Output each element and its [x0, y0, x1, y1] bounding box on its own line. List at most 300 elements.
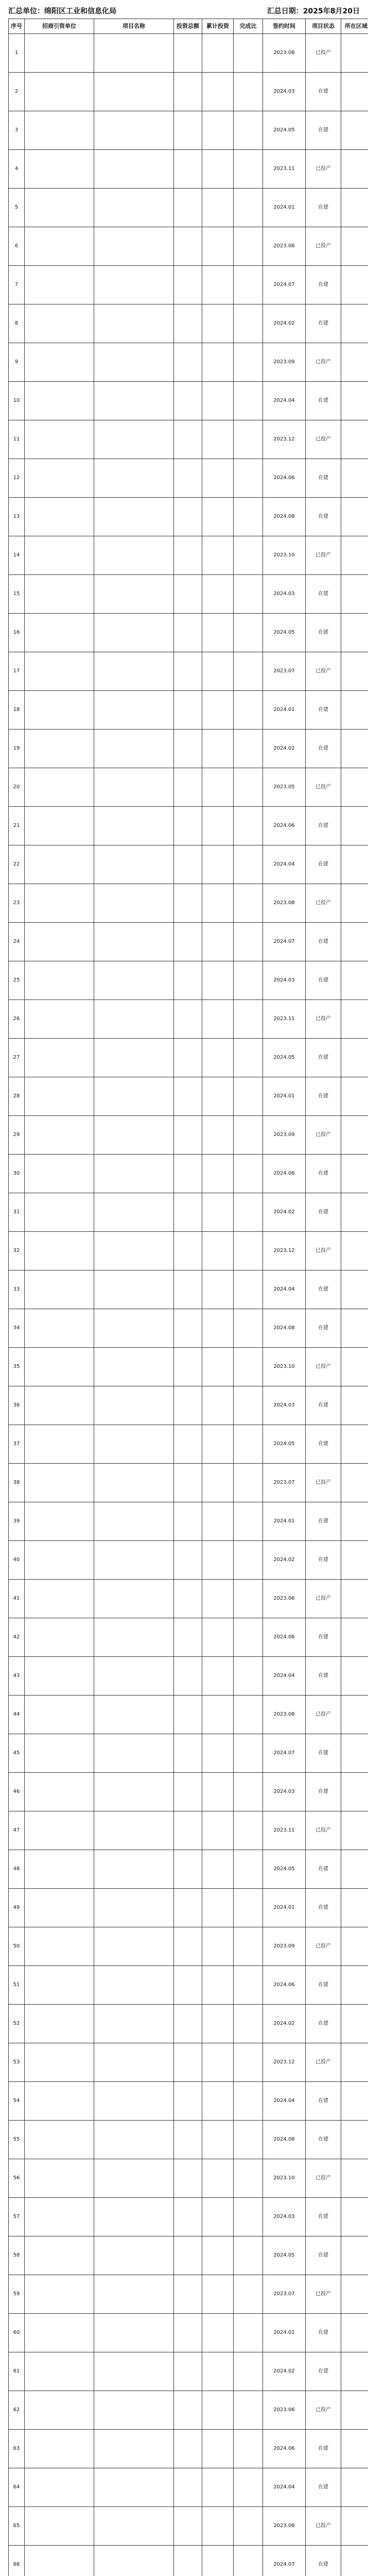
- cell-status: 已投产: [306, 2391, 341, 2430]
- cell-total: [174, 111, 202, 150]
- cell-project: [94, 2043, 174, 2082]
- cell-total: [174, 304, 202, 343]
- cell-date: 2023.09: [263, 343, 306, 382]
- cell-status: 已投产: [306, 536, 341, 575]
- cell-no: 4: [9, 150, 25, 189]
- cell-no: 60: [9, 2314, 25, 2352]
- cell-org: [25, 1155, 94, 1193]
- table-row: [9, 2546, 368, 2576]
- cell-project: [94, 459, 174, 498]
- table-row: [9, 768, 368, 807]
- cell-total: [174, 1850, 202, 1889]
- cell-project: [94, 304, 174, 343]
- table-row: [9, 845, 368, 884]
- cell-investment: [202, 2352, 234, 2391]
- cell-status: 已投产: [306, 34, 341, 73]
- cell-no: 44: [9, 1696, 25, 1734]
- cell-percent: [234, 2275, 263, 2314]
- table-row: [9, 1348, 368, 1386]
- cell-total: [174, 2275, 202, 2314]
- cell-date: 2023.08: [263, 884, 306, 923]
- cell-investment: [202, 73, 234, 111]
- cell-date: 2023.10: [263, 2159, 306, 2198]
- cell-percent: [234, 1889, 263, 1927]
- cell-no: 2: [9, 73, 25, 111]
- cell-org: [25, 2546, 94, 2576]
- cell-district: [341, 1155, 368, 1193]
- cell-percent: [234, 1966, 263, 2005]
- cell-date: 2023.07: [263, 2275, 306, 2314]
- cell-project: [94, 1502, 174, 1541]
- cell-investment: [202, 1155, 234, 1193]
- table-row: [9, 1618, 368, 1657]
- cell-no: 11: [9, 420, 25, 459]
- cell-org: [25, 691, 94, 730]
- cell-status: 已投产: [306, 420, 341, 459]
- cell-no: 25: [9, 961, 25, 1000]
- cell-total: [174, 1309, 202, 1348]
- cell-org: [25, 2005, 94, 2043]
- cell-percent: [234, 1811, 263, 1850]
- cell-status: 在建: [306, 498, 341, 536]
- cell-org: [25, 1618, 94, 1657]
- cell-percent: [234, 189, 263, 227]
- cell-percent: [234, 1502, 263, 1541]
- cell-no: 22: [9, 845, 25, 884]
- cell-district: [341, 1696, 368, 1734]
- cell-status: 已投产: [306, 1348, 341, 1386]
- cell-status: 在建: [306, 1193, 341, 1232]
- cell-project: [94, 1541, 174, 1580]
- cell-district: [341, 2352, 368, 2391]
- cell-investment: [202, 2236, 234, 2275]
- cell-percent: [234, 2352, 263, 2391]
- cell-district: [341, 34, 368, 73]
- cell-date: 2024.04: [263, 382, 306, 420]
- cell-org: [25, 1193, 94, 1232]
- cell-percent: [234, 34, 263, 73]
- cell-date: 2023.06: [263, 227, 306, 266]
- cell-no: 17: [9, 652, 25, 691]
- cell-project: [94, 1927, 174, 1966]
- cell-project: [94, 1811, 174, 1850]
- cell-district: [341, 845, 368, 884]
- cell-percent: [234, 1580, 263, 1618]
- cell-no: 35: [9, 1348, 25, 1386]
- cell-org: [25, 111, 94, 150]
- cell-project: [94, 498, 174, 536]
- cell-date: 2024.06: [263, 2430, 306, 2468]
- cell-district: [341, 768, 368, 807]
- table-row: [9, 2043, 368, 2082]
- cell-percent: [234, 845, 263, 884]
- table-row: [9, 2507, 368, 2546]
- cell-percent: [234, 2236, 263, 2275]
- cell-total: [174, 2430, 202, 2468]
- cell-org: [25, 73, 94, 111]
- table-row: [9, 1464, 368, 1502]
- cell-project: [94, 382, 174, 420]
- cell-status: 在建: [306, 73, 341, 111]
- cell-status: 在建: [306, 189, 341, 227]
- cell-project: [94, 884, 174, 923]
- cell-no: 14: [9, 536, 25, 575]
- cell-district: [341, 1464, 368, 1502]
- cell-investment: [202, 34, 234, 73]
- cell-district: [341, 1116, 368, 1155]
- cell-org: [25, 1386, 94, 1425]
- table-row: [9, 2430, 368, 2468]
- cell-investment: [202, 1232, 234, 1270]
- cell-org: [25, 1889, 94, 1927]
- table-row: [9, 34, 368, 73]
- cell-investment: [202, 961, 234, 1000]
- cell-percent: [234, 2005, 263, 2043]
- cell-project: [94, 2159, 174, 2198]
- cell-project: [94, 1232, 174, 1270]
- cell-status: 已投产: [306, 1232, 341, 1270]
- cell-investment: [202, 2159, 234, 2198]
- cell-project: [94, 1425, 174, 1464]
- cell-project: [94, 420, 174, 459]
- cell-district: [341, 2275, 368, 2314]
- cell-total: [174, 652, 202, 691]
- cell-total: [174, 2082, 202, 2121]
- cell-district: [341, 2005, 368, 2043]
- cell-investment: [202, 2430, 234, 2468]
- table-row: [9, 1580, 368, 1618]
- cell-org: [25, 1270, 94, 1309]
- cell-investment: [202, 1386, 234, 1425]
- cell-investment: [202, 2121, 234, 2159]
- cell-total: [174, 614, 202, 652]
- cell-status: 在建: [306, 807, 341, 845]
- col-header-total: 投资总额: [174, 19, 202, 34]
- cell-org: [25, 1464, 94, 1502]
- table-row: [9, 1000, 368, 1039]
- cell-project: [94, 923, 174, 961]
- cell-district: [341, 961, 368, 1000]
- cell-total: [174, 2236, 202, 2275]
- cell-total: [174, 73, 202, 111]
- cell-percent: [234, 1155, 263, 1193]
- table-row: [9, 1696, 368, 1734]
- cell-project: [94, 1618, 174, 1657]
- cell-total: [174, 1773, 202, 1811]
- cell-investment: [202, 1734, 234, 1773]
- cell-status: 在建: [306, 1077, 341, 1116]
- cell-org: [25, 536, 94, 575]
- table-row: [9, 2082, 368, 2121]
- cell-no: 33: [9, 1270, 25, 1309]
- cell-no: 34: [9, 1309, 25, 1348]
- cell-investment: [202, 1618, 234, 1657]
- cell-total: [174, 1270, 202, 1309]
- cell-investment: [202, 1773, 234, 1811]
- cell-district: [341, 2043, 368, 2082]
- cell-percent: [234, 1270, 263, 1309]
- cell-total: [174, 2352, 202, 2391]
- cell-date: 2024.04: [263, 845, 306, 884]
- cell-project: [94, 1386, 174, 1425]
- cell-status: 在建: [306, 2546, 341, 2576]
- cell-investment: [202, 459, 234, 498]
- cell-percent: [234, 923, 263, 961]
- cell-org: [25, 498, 94, 536]
- cell-no: 5: [9, 189, 25, 227]
- cell-total: [174, 1039, 202, 1077]
- cell-no: 21: [9, 807, 25, 845]
- cell-no: 36: [9, 1386, 25, 1425]
- table-row: [9, 1811, 368, 1850]
- cell-project: [94, 2236, 174, 2275]
- cell-no: 54: [9, 2082, 25, 2121]
- table-row: [9, 1541, 368, 1580]
- cell-total: [174, 2043, 202, 2082]
- cell-investment: [202, 1309, 234, 1348]
- cell-percent: [234, 420, 263, 459]
- table-row: [9, 1734, 368, 1773]
- cell-investment: [202, 1270, 234, 1309]
- cell-date: 2024.01: [263, 1502, 306, 1541]
- cell-status: 在建: [306, 382, 341, 420]
- cell-status: 已投产: [306, 2043, 341, 2082]
- cell-percent: [234, 2121, 263, 2159]
- cell-percent: [234, 1696, 263, 1734]
- cell-date: 2023.11: [263, 150, 306, 189]
- cell-project: [94, 2352, 174, 2391]
- table-row: [9, 73, 368, 111]
- cell-org: [25, 2468, 94, 2507]
- cell-percent: [234, 343, 263, 382]
- cell-no: 8: [9, 304, 25, 343]
- cell-investment: [202, 111, 234, 150]
- cell-total: [174, 1193, 202, 1232]
- cell-district: [341, 807, 368, 845]
- cell-investment: [202, 1966, 234, 2005]
- table-row: [9, 1309, 368, 1348]
- cell-investment: [202, 1811, 234, 1850]
- cell-status: 在建: [306, 1773, 341, 1811]
- cell-org: [25, 2507, 94, 2546]
- cell-status: 在建: [306, 1502, 341, 1541]
- cell-investment: [202, 382, 234, 420]
- col-header-percent: 完成比: [234, 19, 263, 34]
- cell-status: 在建: [306, 1657, 341, 1696]
- cell-project: [94, 1348, 174, 1386]
- cell-org: [25, 845, 94, 884]
- cell-status: 在建: [306, 1155, 341, 1193]
- cell-date: 2024.05: [263, 111, 306, 150]
- cell-percent: [234, 1425, 263, 1464]
- cell-date: 2024.01: [263, 691, 306, 730]
- cell-investment: [202, 1580, 234, 1618]
- cell-percent: [234, 768, 263, 807]
- cell-total: [174, 1425, 202, 1464]
- cell-status: 已投产: [306, 343, 341, 382]
- cell-total: [174, 1734, 202, 1773]
- cell-total: [174, 1696, 202, 1734]
- cell-status: 在建: [306, 2198, 341, 2236]
- cell-org: [25, 730, 94, 768]
- cell-date: 2024.06: [263, 1155, 306, 1193]
- cell-date: 2024.02: [263, 304, 306, 343]
- cell-percent: [234, 2198, 263, 2236]
- cell-org: [25, 1580, 94, 1618]
- cell-no: 20: [9, 768, 25, 807]
- cell-percent: [234, 498, 263, 536]
- cell-no: 7: [9, 266, 25, 304]
- cell-status: 已投产: [306, 1580, 341, 1618]
- table-row: [9, 730, 368, 768]
- cell-district: [341, 2314, 368, 2352]
- cell-date: 2024.03: [263, 73, 306, 111]
- cell-org: [25, 2352, 94, 2391]
- cell-district: [341, 1889, 368, 1927]
- table-row: [9, 1386, 368, 1425]
- table-row: [9, 343, 368, 382]
- cell-percent: [234, 1309, 263, 1348]
- cell-project: [94, 1464, 174, 1502]
- cell-no: 66: [9, 2546, 25, 2576]
- cell-investment: [202, 2546, 234, 2576]
- cell-total: [174, 343, 202, 382]
- cell-total: [174, 1541, 202, 1580]
- cell-org: [25, 1348, 94, 1386]
- cell-project: [94, 2391, 174, 2430]
- cell-date: 2024.04: [263, 2082, 306, 2121]
- cell-district: [341, 1927, 368, 1966]
- cell-percent: [234, 2391, 263, 2430]
- cell-no: 13: [9, 498, 25, 536]
- cell-org: [25, 1773, 94, 1811]
- cell-project: [94, 73, 174, 111]
- cell-project: [94, 1734, 174, 1773]
- cell-project: [94, 1580, 174, 1618]
- cell-date: 2024.06: [263, 1618, 306, 1657]
- cell-status: 在建: [306, 266, 341, 304]
- cell-org: [25, 884, 94, 923]
- col-header-district: 所在区域: [341, 19, 368, 34]
- cell-total: [174, 575, 202, 614]
- cell-project: [94, 2275, 174, 2314]
- cell-total: [174, 961, 202, 1000]
- cell-status: 在建: [306, 2121, 341, 2159]
- cell-percent: [234, 1464, 263, 1502]
- cell-percent: [234, 1039, 263, 1077]
- cell-date: 2023.06: [263, 2391, 306, 2430]
- cell-no: 46: [9, 1773, 25, 1811]
- cell-total: [174, 768, 202, 807]
- cell-org: [25, 807, 94, 845]
- cell-percent: [234, 2468, 263, 2507]
- cell-status: 已投产: [306, 1000, 341, 1039]
- cell-total: [174, 2391, 202, 2430]
- cell-org: [25, 1966, 94, 2005]
- cell-org: [25, 227, 94, 266]
- table-row: [9, 575, 368, 614]
- cell-org: [25, 1696, 94, 1734]
- summary-unit: 汇总单位：绵阳区工业和信息化局: [8, 7, 116, 15]
- cell-date: 2024.06: [263, 1966, 306, 2005]
- table-row: [9, 1039, 368, 1077]
- cell-status: 已投产: [306, 1811, 341, 1850]
- cell-status: 在建: [306, 1734, 341, 1773]
- cell-district: [341, 1309, 368, 1348]
- cell-percent: [234, 111, 263, 150]
- cell-no: 18: [9, 691, 25, 730]
- cell-org: [25, 1657, 94, 1696]
- cell-no: 29: [9, 1116, 25, 1155]
- cell-status: 已投产: [306, 2507, 341, 2546]
- cell-district: [341, 614, 368, 652]
- cell-no: 38: [9, 1464, 25, 1502]
- table-row: [9, 420, 368, 459]
- cell-district: [341, 498, 368, 536]
- cell-org: [25, 2314, 94, 2352]
- cell-total: [174, 498, 202, 536]
- cell-date: 2024.05: [263, 614, 306, 652]
- cell-org: [25, 2082, 94, 2121]
- table-row: [9, 1193, 368, 1232]
- cell-percent: [234, 2314, 263, 2352]
- table-row: [9, 2352, 368, 2391]
- cell-org: [25, 2236, 94, 2275]
- cell-percent: [234, 1541, 263, 1580]
- cell-org: [25, 2275, 94, 2314]
- cell-status: 在建: [306, 845, 341, 884]
- cell-org: [25, 1116, 94, 1155]
- cell-district: [341, 1502, 368, 1541]
- cell-total: [174, 1000, 202, 1039]
- cell-status: 在建: [306, 1850, 341, 1889]
- cell-project: [94, 614, 174, 652]
- table-row: [9, 2236, 368, 2275]
- cell-total: [174, 923, 202, 961]
- cell-investment: [202, 575, 234, 614]
- cell-percent: [234, 807, 263, 845]
- cell-investment: [202, 807, 234, 845]
- cell-district: [341, 2121, 368, 2159]
- cell-total: [174, 1618, 202, 1657]
- cell-no: 61: [9, 2352, 25, 2391]
- cell-no: 28: [9, 1077, 25, 1116]
- cell-no: 55: [9, 2121, 25, 2159]
- cell-district: [341, 2198, 368, 2236]
- cell-total: [174, 1348, 202, 1386]
- cell-status: 在建: [306, 2082, 341, 2121]
- cell-percent: [234, 382, 263, 420]
- cell-percent: [234, 1850, 263, 1889]
- cell-project: [94, 34, 174, 73]
- cell-status: 在建: [306, 1966, 341, 2005]
- cell-total: [174, 382, 202, 420]
- cell-no: 64: [9, 2468, 25, 2507]
- cell-district: [341, 1270, 368, 1309]
- cell-date: 2023.12: [263, 1232, 306, 1270]
- cell-district: [341, 1850, 368, 1889]
- cell-project: [94, 1155, 174, 1193]
- cell-status: 已投产: [306, 227, 341, 266]
- cell-district: [341, 2546, 368, 2576]
- cell-total: [174, 1232, 202, 1270]
- cell-org: [25, 150, 94, 189]
- cell-total: [174, 34, 202, 73]
- cell-percent: [234, 2430, 263, 2468]
- cell-org: [25, 923, 94, 961]
- cell-date: 2024.02: [263, 1193, 306, 1232]
- cell-date: 2023.05: [263, 768, 306, 807]
